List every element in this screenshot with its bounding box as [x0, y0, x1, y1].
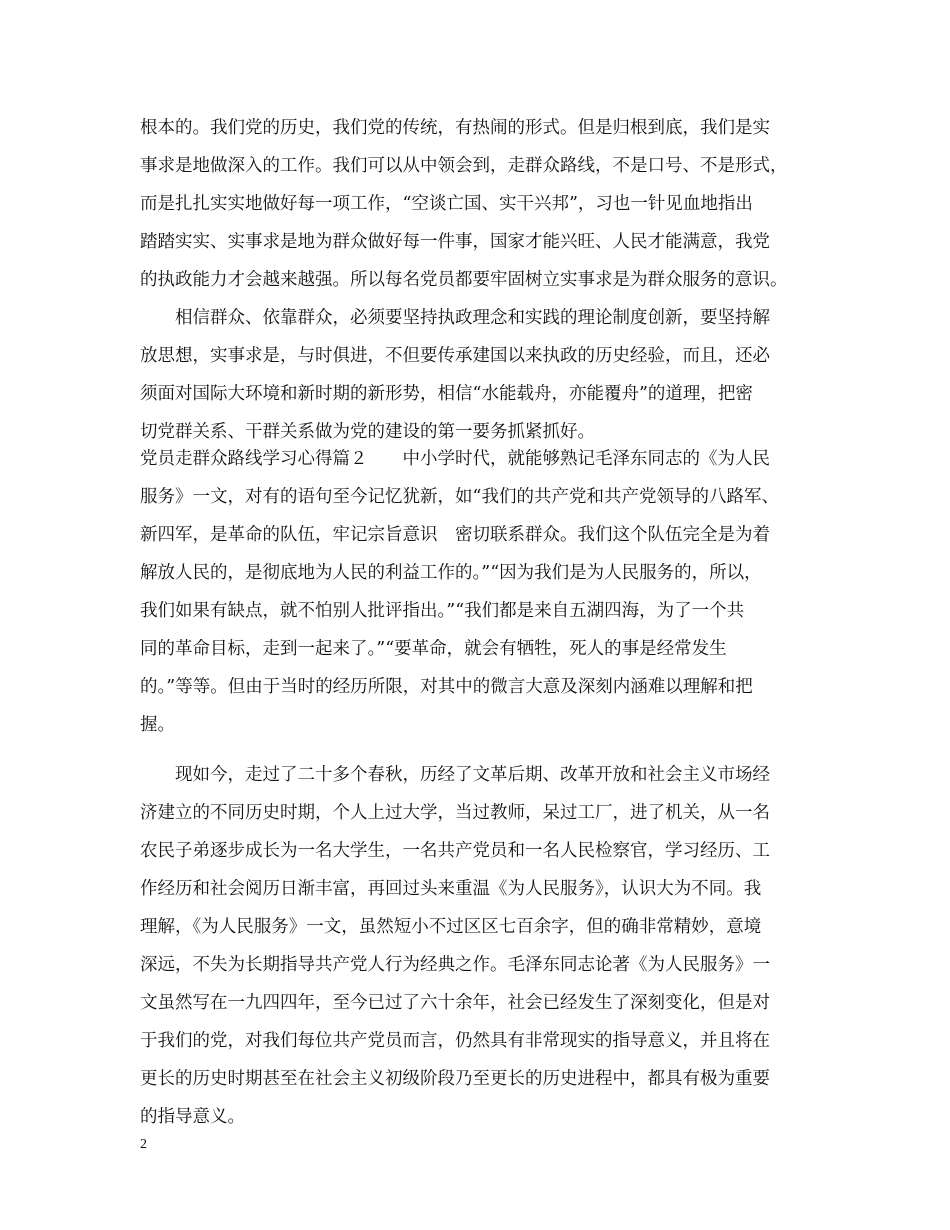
text-line: 解放人民的，是彻底地为人民的利益工作的。”“因为我们是为人民服务的，所以， — [140, 563, 762, 583]
text-line: 文虽然写在一九四四年，至今已过了六十余年，社会已经发生了深刻变化，但是对 — [140, 993, 770, 1013]
text-line: 我们如果有缺点，就不怕别人批评指出。”“我们都是来自五湖四海，为了一个共 — [140, 601, 745, 621]
text-line: 于我们的党，对我们每位共产党员而言，仍然具有非常现实的指导意义，并且将在 — [140, 1031, 770, 1051]
text-line: 理解，《为人民服务》一文，虽然短小不过区区七百余字，但的确非常精妙，意境 — [140, 917, 762, 937]
text-line: 握。 — [140, 715, 175, 735]
text-line: 的。”等等。但由于当时的经历所限，对其中的微言大意及深刻内涵难以理解和把 — [140, 677, 753, 697]
text-line: 济建立的不同历史时期，个人上过大学，当过教师，呆过工厂，进了机关，从一名 — [140, 803, 770, 823]
text-line: 的执政能力才会越来越强。所以每名党员都要牢固树立实事求是为群众服务的意识。 — [140, 270, 788, 290]
text-line: 事求是地做深入的工作。我们可以从中领会到，走群众路线，不是口号、不是形式， — [140, 156, 788, 176]
text-line: 踏踏实实、实事求是地为群众做好每一件事，国家才能兴旺、人民才能满意，我党 — [140, 232, 770, 252]
text-line: 根本的。我们党的历史，我们党的传统，有热闹的形式。但是归根到底，我们是实 — [140, 118, 770, 138]
text-line: 须面对国际大环境和新时期的新形势，相信“水能载舟，亦能覆舟”的道理，把密 — [140, 384, 753, 404]
text-line: 而是扎扎实实地做好每一项工作，“空谈亡国、实干兴邦”，习也一针见血地指出 — [140, 194, 753, 214]
text-line: 相信群众、依靠群众，必须要坚持执政理念和实践的理论制度创新，要坚持解 — [175, 308, 770, 328]
text-line: 农民子弟逐步成长为一名大学生，一名共产党员和一名人民检察官，学习经历、工 — [140, 841, 770, 861]
page-number: 2 — [140, 1137, 147, 1152]
text-line: 新四军，是革命的队伍，牢记宗旨意识 密切联系群众。我们这个队伍完全是为着 — [140, 525, 770, 545]
text-line: 服务》一文，对有的语句至今记忆犹新，如“我们的共产党和共产党领导的八路军、 — [140, 487, 779, 507]
text-line: 作经历和社会阅历日渐丰富，再回过头来重温《为人民服务》，认识大为不同。我 — [140, 879, 762, 899]
text-line: 现如今，走过了二十多个春秋，历经了文革后期、改革开放和社会主义市场经 — [175, 765, 770, 785]
text-line: 切党群关系、干群关系做为党的建设的第一要务抓紧抓好。 — [140, 422, 595, 442]
text-line: 更长的历史时期甚至在社会主义初级阶段乃至更长的历史进程中，都具有极为重要 — [140, 1069, 770, 1089]
text-line: 的指导意义。 — [140, 1107, 245, 1127]
text-line: 同的革命目标，走到一起来了。”“要革命，就会有牺牲，死人的事是经常发生 — [140, 639, 727, 659]
section-heading-line: 党员走群众路线学习心得篇２ 中小学时代，就能够熟记毛泽东同志的《为人民 — [140, 449, 770, 469]
text-line: 放思想，实事求是，与时俱进，不但要传承建国以来执政的历史经验，而且，还必 — [140, 346, 770, 366]
text-line: 深远，不失为长期指导共产党人行为经典之作。毛泽东同志论著《为人民服务》一 — [140, 955, 770, 975]
